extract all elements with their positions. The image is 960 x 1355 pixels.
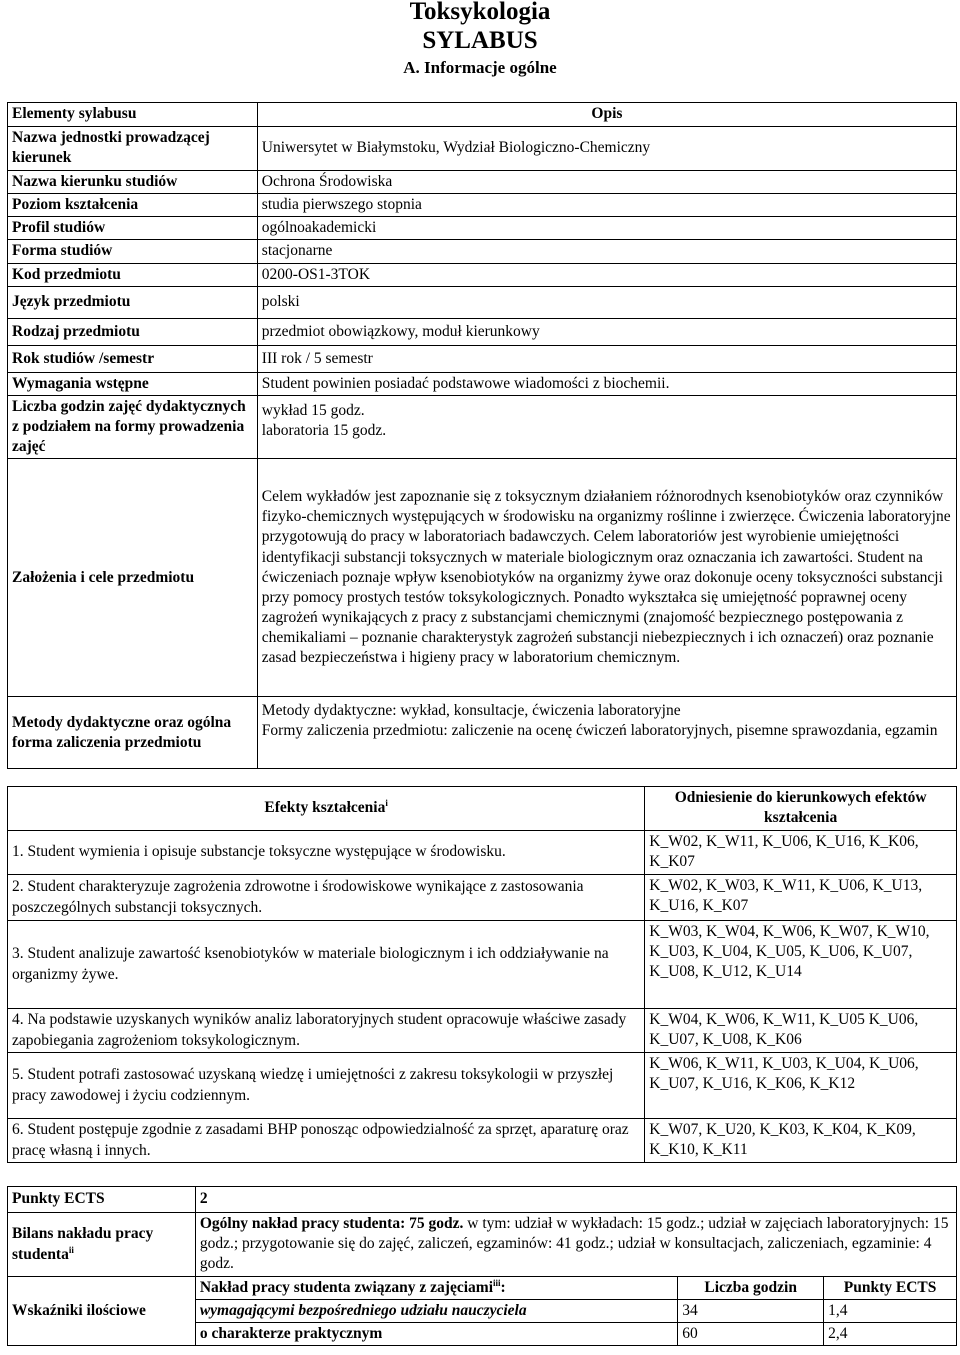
ects-value: 2 bbox=[195, 1187, 956, 1213]
value-goals: Celem wykładów jest zapoznanie się z toksycznym działaniem różnorodnych ksenobiotyków oraz czynników fizyko-chemicznych występujących w środowisku na organizmy roślinne i zwierzęce. Ćwiczenia laboratoryjne przygotowują do pracy w laboratoriach badawczych. Celem laboratoriów jest wyrobienie umiejętności identyfikacji substancji toksycznych w materiale biologicznym oraz oznaczania ich zawartości. Student na ćwiczeniach poznaje wpływ ksenobiotyków na organizmy żywe oraz dokonuje oceny toksyczności substancji przy pomocy prostych testów toksykologicznych. Ponadto wykształca się umiejętność poprawnej oceny zagrożeń wynikających z pracy z substancjami chemicznymi (znajomość bezpiecznego postępowania z chemikaliami – poznanie charakterystyk zagrożeń substancji niebezpiecznych i ich oznaczeń) oraz poznanie zasad bezpieczeństwa i higieny pracy w laboratorium chemicznym. bbox=[257, 459, 956, 697]
value-type: przedmiot obowiązkowy, moduł kierunkowy bbox=[257, 318, 956, 345]
label-methods: Metody dydaktyczne oraz ogólna forma zaliczenia przedmiotu bbox=[8, 697, 258, 769]
value-language: polski bbox=[257, 286, 956, 318]
indicator-row-label: wymagającymi bezpośredniego udziału nauczyciela bbox=[195, 1300, 677, 1323]
workload-label-text: Bilans nakładu pracy studenta bbox=[12, 1225, 154, 1263]
indicator-row-ects: 2,4 bbox=[824, 1323, 957, 1346]
indicator-row-hours: 60 bbox=[678, 1323, 824, 1346]
outcome-ref: K_W04, K_W06, K_W11, K_U05 K_U06, K_U07, K_U08, K_K06 bbox=[645, 1009, 957, 1053]
indicator-row-ects: 1,4 bbox=[824, 1300, 957, 1323]
ects-table bbox=[7, 1186, 957, 1346]
value-year: III rok / 5 semestr bbox=[257, 345, 956, 372]
indicators-ects-header: Punkty ECTS bbox=[824, 1277, 957, 1300]
outcome-ref: K_W02, K_W11, K_U06, K_U16, K_K06, K_K07 bbox=[645, 831, 957, 875]
label-language: Język przedmiotu bbox=[8, 286, 258, 318]
label-level: Poziom kształcenia bbox=[8, 194, 258, 217]
value-profile: ogólnoakademicki bbox=[257, 217, 956, 240]
section-heading: A. Informacje ogólne bbox=[403, 58, 557, 77]
document-title: Toksykologia bbox=[409, 0, 551, 25]
outcomes-header-text: Efekty kształcenia bbox=[264, 799, 386, 817]
label-year: Rok studiów /semestr bbox=[8, 345, 258, 372]
outcome-text: 6. Student postępuje zgodnie z zasadami BHP ponosząc odpowiedzialność za sprzęt, aparaturę oraz pracę własną i innych. bbox=[8, 1119, 645, 1163]
col-header-elements: Elementy sylabusu bbox=[8, 103, 258, 127]
outcome-text: 3. Student analizuje zawartość ksenobiotyków w materiale biologicznym i ich oddziaływanie na organizmy żywe. bbox=[8, 921, 645, 1009]
indicators-header bbox=[195, 1277, 677, 1300]
general-info-table bbox=[7, 102, 957, 769]
indicators-label: Wskaźniki ilościowe bbox=[8, 1277, 196, 1346]
indicator-row-hours: 34 bbox=[678, 1300, 824, 1323]
outcome-text: 2. Student charakteryzuje zagrożenia zdrowotne i środowiskowe wynikające z zastosowania poszczególnych substancji toksycznych. bbox=[8, 875, 645, 921]
value-prerequisites: Student powinien posiadać podstawowe wiadomości z biochemii. bbox=[257, 372, 956, 395]
value-code: 0200-OS1-3TOK bbox=[257, 263, 956, 286]
hours-lecture: wykład 15 godz. bbox=[261, 401, 365, 419]
workload-total: Ogólny nakład pracy studenta: 75 godz. bbox=[199, 1215, 464, 1232]
ects-label: Punkty ECTS bbox=[8, 1187, 196, 1213]
col-header-outcomes bbox=[8, 787, 645, 831]
methods-line1: Metody dydaktyczne: wykład, konsultacje, ćwiczenia laboratoryjne bbox=[261, 702, 681, 720]
outcome-text: 1. Student wymienia i opisuje substancje toksyczne występujące w środowisku. bbox=[8, 831, 645, 875]
document-subtitle: SYLABUS bbox=[422, 27, 538, 54]
workload-footnote-mark: ii bbox=[68, 1244, 74, 1255]
value-methods bbox=[257, 697, 956, 769]
indicator-row-label: o charakterze praktycznym bbox=[195, 1323, 677, 1346]
label-type: Rodzaj przedmiotu bbox=[8, 318, 258, 345]
outcome-ref: K_W02, K_W03, K_W11, K_U06, K_U13, K_U16, K_K07 bbox=[645, 875, 957, 921]
outcome-ref: K_W03, K_W04, K_W06, K_W07, K_W10, K_U03, K_U04, K_U05, K_U06, K_U07, K_U08, K_U12, K_U14 bbox=[645, 921, 957, 1009]
label-goals: Założenia i cele przedmiotu bbox=[8, 459, 258, 697]
indicators-footnote-mark: iii bbox=[493, 1277, 501, 1288]
outcome-text: 5. Student potrafi zastosować uzyskaną wiedzę i umiejętności z zakresu toksykologii w przyszłej pracy zawodowej i życiu codziennym. bbox=[8, 1053, 645, 1119]
outcomes-footnote-mark: i bbox=[385, 798, 388, 809]
col-header-description: Opis bbox=[257, 103, 956, 127]
methods-line2: Formy zaliczenia przedmiotu: zaliczenie na ocenę ćwiczeń laboratoryjnych, pisemne sprawozdania, egzamin bbox=[261, 722, 938, 740]
workload-value bbox=[195, 1213, 956, 1277]
outcome-ref: K_W06, K_W11, K_U03, K_U04, K_U06, K_U07, K_U16, K_K06, K_K12 bbox=[645, 1053, 957, 1119]
hours-lab: laboratoria 15 godz. bbox=[261, 421, 387, 439]
outcome-text: 4. Na podstawie uzyskanych wyników analiz laboratoryjnych student opracowuje właściwe zasady zapobiegania zagrożeniom toksykologicznym. bbox=[8, 1009, 645, 1053]
label-field: Nazwa kierunku studiów bbox=[8, 171, 258, 194]
value-level: studia pierwszego stopnia bbox=[257, 194, 956, 217]
label-code: Kod przedmiotu bbox=[8, 263, 258, 286]
col-header-references: Odniesienie do kierunkowych efektów kształcenia bbox=[645, 787, 957, 831]
workload-label bbox=[8, 1213, 196, 1277]
value-form: stacjonarne bbox=[257, 240, 956, 263]
label-profile: Profil studiów bbox=[8, 217, 258, 240]
value-field: Ochrona Środowiska bbox=[257, 171, 956, 194]
indicators-header-text: Nakład pracy studenta związany z zajęciami bbox=[199, 1279, 494, 1296]
label-unit: Nazwa jednostki prowadzącej kierunek bbox=[8, 127, 258, 171]
label-form: Forma studiów bbox=[8, 240, 258, 263]
outcome-ref: K_W07, K_U20, K_K03, K_K04, K_K09, K_K10, K_K11 bbox=[645, 1119, 957, 1163]
value-unit: Uniwersytet w Białymstoku, Wydział Biologiczno-Chemiczny bbox=[257, 127, 956, 171]
label-hours: Liczba godzin zajęć dydaktycznych z podziałem na formy prowadzenia zajęć bbox=[8, 395, 258, 458]
indicators-colon: : bbox=[500, 1279, 506, 1296]
indicators-hours-header: Liczba godzin bbox=[678, 1277, 824, 1300]
label-prerequisites: Wymagania wstępne bbox=[8, 372, 258, 395]
workload-breakdown: w tym: udział w wykładach: 15 godz.; udział w zajęciach laboratoryjnych: 15 godz.; przygotowanie się do zajęć, zaliczeń, egzaminów: 41 godz.; udział w konsultacjach, zaliczeniach, egzaminie: 4 godz. bbox=[199, 1215, 949, 1273]
learning-outcomes-table bbox=[7, 786, 957, 1163]
value-hours bbox=[257, 395, 956, 458]
